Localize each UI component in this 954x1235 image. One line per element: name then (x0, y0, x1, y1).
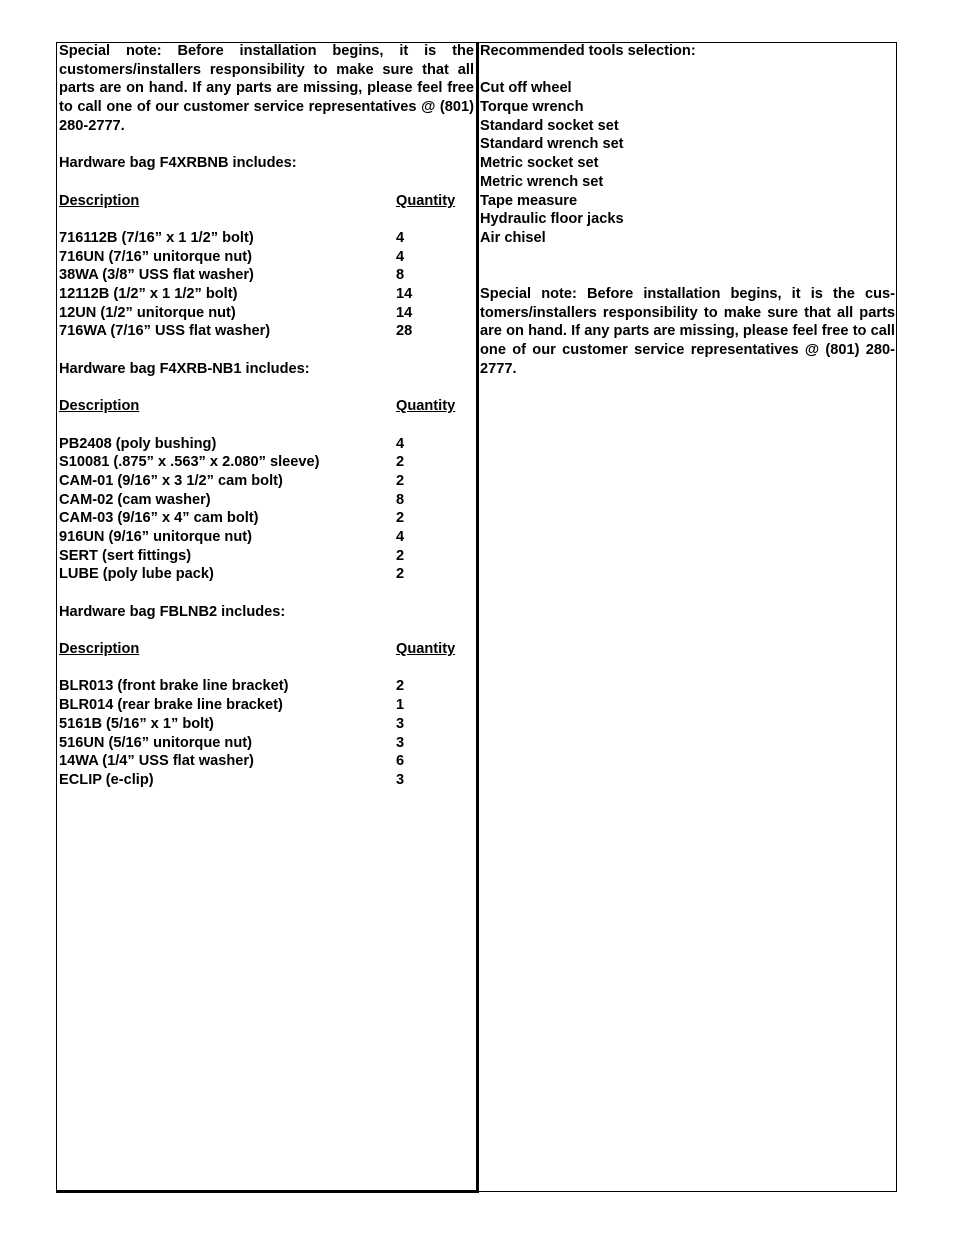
item-quantity: 2 (396, 472, 405, 489)
table-row (59, 266, 474, 285)
item-description: 12112B (1/2” x 1 1/2” bolt) (59, 286, 238, 303)
table-header (59, 640, 474, 659)
item-quantity: 4 (396, 248, 405, 265)
item-quantity: 2 (396, 510, 405, 527)
table-header (59, 192, 474, 211)
tool-item: Metric socket set (480, 155, 599, 172)
table-row (59, 304, 474, 323)
item-description: 916UN (9/16” unitorque nut) (59, 528, 252, 545)
item-description: 516UN (5/16” unitorque nut) (59, 734, 252, 751)
table-row (59, 528, 474, 547)
item-description: BLR013 (front brake line bracket) (59, 678, 289, 695)
item-description: 716112B (7/16” x 1 1/2” bolt) (59, 229, 254, 246)
item-quantity: 3 (396, 734, 405, 751)
table-row (59, 752, 474, 771)
item-description: 716WA (7/16” USS flat washer) (59, 323, 271, 340)
item-quantity: 14 (396, 304, 413, 321)
table-row (59, 491, 474, 510)
left-column-bottom-rule (56, 1190, 479, 1193)
table-row (59, 472, 474, 491)
item-description: 716UN (7/16” unitorque nut) (59, 248, 252, 265)
table-row (59, 509, 474, 528)
item-quantity: 2 (396, 547, 405, 564)
table-header (59, 397, 474, 416)
item-quantity: 3 (396, 771, 405, 788)
item-description: CAM-01 (9/16” x 3 1/2” cam bolt) (59, 472, 283, 489)
bag-title: Hardware bag FBLNB2 includes: (59, 603, 286, 620)
column-divider (476, 42, 479, 1192)
item-quantity: 4 (396, 435, 405, 452)
item-description: 12UN (1/2” unitorque nut) (59, 304, 236, 321)
item-quantity: 28 (396, 323, 413, 340)
item-description: CAM-03 (9/16” x 4” cam bolt) (59, 510, 259, 527)
item-description: ECLIP (e-clip) (59, 771, 154, 788)
item-quantity: 8 (396, 267, 405, 284)
table-row (59, 771, 474, 790)
quantity-header: Quantity (396, 192, 456, 209)
bag-title: Hardware bag F4XRB-NB1 includes: (59, 360, 310, 377)
table-row (59, 734, 474, 753)
table-row (59, 435, 474, 454)
tool-item: Hydraulic floor jacks (480, 211, 624, 228)
table-row (59, 715, 474, 734)
left-column (59, 42, 474, 790)
table-row (59, 229, 474, 248)
table-row (59, 453, 474, 472)
item-description: 38WA (3/8” USS flat washer) (59, 267, 254, 284)
table-row (59, 565, 474, 584)
table-row (59, 285, 474, 304)
item-description: 14WA (1/4” USS flat washer) (59, 753, 254, 770)
item-quantity: 3 (396, 715, 405, 732)
description-header: Description (59, 641, 140, 658)
tool-item: Torque wrench (480, 99, 584, 116)
quantity-header: Quantity (396, 641, 456, 658)
tool-item: Cut off wheel (480, 80, 572, 97)
description-header: Description (59, 398, 140, 415)
item-description: CAM-02 (cam washer) (59, 491, 211, 508)
table-row (59, 322, 474, 341)
item-description: SERT (sert fittings) (59, 547, 192, 564)
item-quantity: 4 (396, 229, 405, 246)
item-description: LUBE (poly lube pack) (59, 566, 214, 583)
table-row (59, 696, 474, 715)
item-description: 5161B (5/16” x 1” bolt) (59, 715, 214, 732)
item-description: BLR014 (rear brake line bracket) (59, 697, 283, 714)
table-row (59, 547, 474, 566)
item-quantity: 2 (396, 678, 405, 695)
item-quantity: 2 (396, 566, 405, 583)
special-note: Special note: Before installation begins, it is the customers/installers responsibility to make sure that all parts are on hand. If any parts are missing, please feel free to call one of our customer service representatives @ (801) 280-2777. (59, 43, 474, 134)
tool-item: Air chisel (480, 229, 546, 246)
table-row (59, 248, 474, 267)
right-column (480, 42, 895, 378)
quantity-header: Quantity (396, 398, 456, 415)
item-quantity: 6 (396, 753, 405, 770)
item-description: S10081 (.875” x .563” x 2.080” sleeve) (59, 454, 320, 471)
item-quantity: 14 (396, 286, 413, 303)
tools-title: Recommended tools selection: (480, 43, 696, 59)
tool-item: Tape measure (480, 192, 578, 209)
tool-item: Standard wrench set (480, 136, 624, 153)
description-header: Description (59, 192, 140, 209)
bag-title: Hardware bag F4XRBNB includes: (59, 155, 297, 172)
item-quantity: 1 (396, 697, 405, 714)
special-note-right: Special note: Before installation begins, it is the cus-tomers/installers responsibility to make sure that all parts are on hand. If any parts are missing, please feel free to call one of our customer service representatives @ (801) 280-2777. (480, 285, 895, 377)
table-row (59, 677, 474, 696)
item-quantity: 2 (396, 454, 405, 471)
tool-item: Standard socket set (480, 117, 619, 134)
tool-item: Metric wrench set (480, 173, 604, 190)
item-description: PB2408 (poly bushing) (59, 435, 217, 452)
item-quantity: 8 (396, 491, 405, 508)
item-quantity: 4 (396, 528, 405, 545)
